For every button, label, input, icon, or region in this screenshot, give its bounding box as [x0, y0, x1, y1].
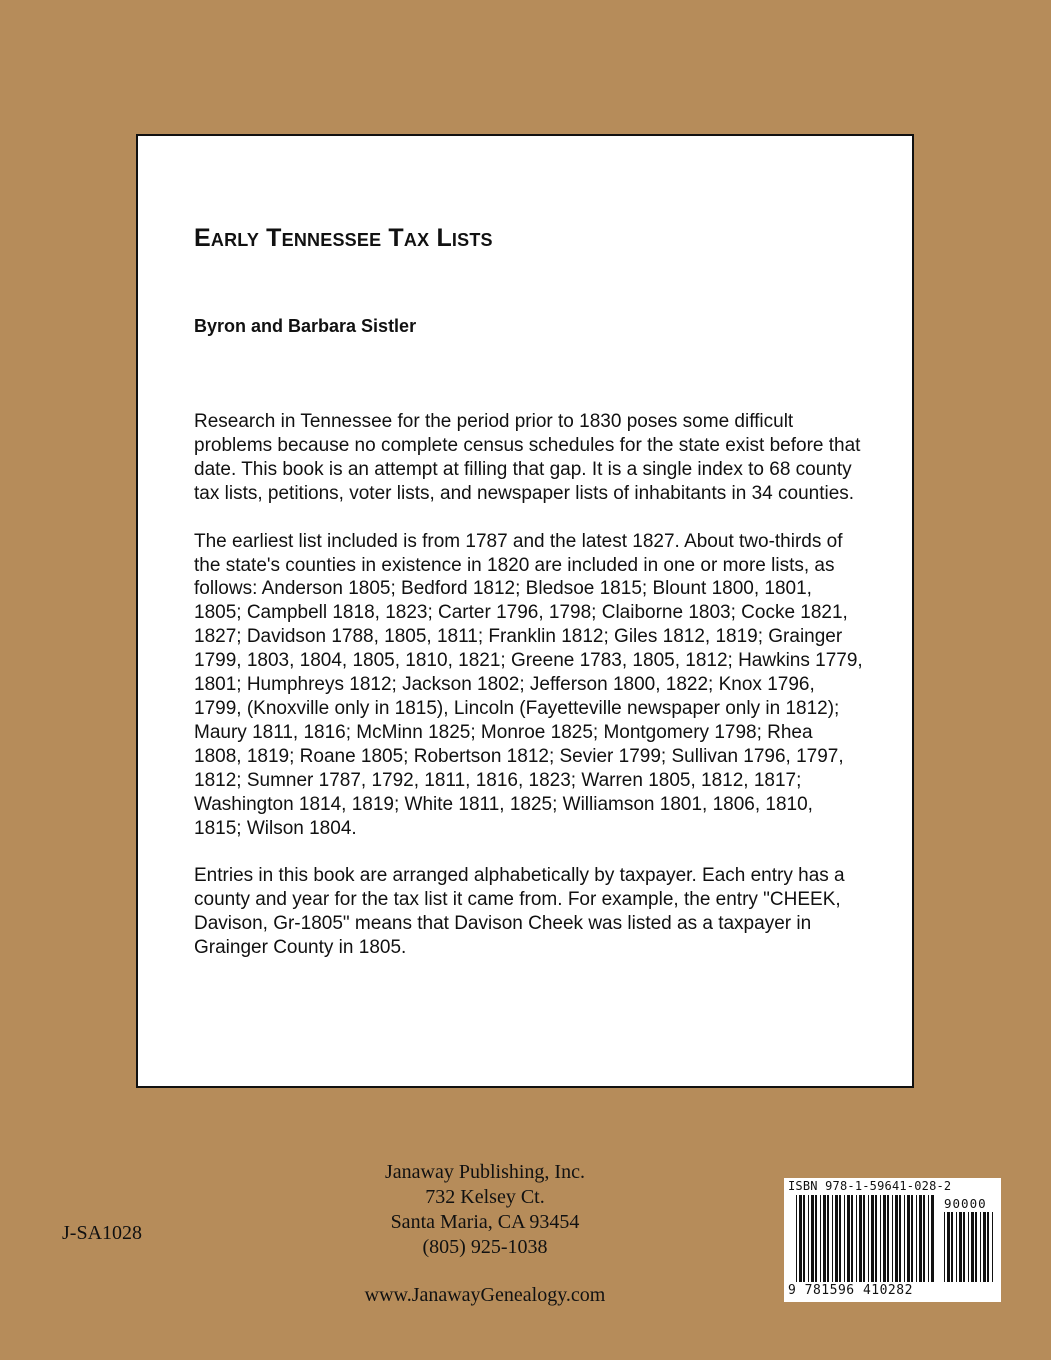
- isbn-label: ISBN 978-1-59641-028-2: [788, 1179, 952, 1193]
- barcode-digits: 9 781596 410282: [788, 1283, 913, 1298]
- barcode-bar: [820, 1195, 821, 1282]
- barcode-bar: [859, 1195, 862, 1282]
- barcode-bar: [904, 1195, 905, 1282]
- barcode-bar: [916, 1195, 917, 1282]
- barcode-bar: [808, 1195, 809, 1282]
- barcode-bar: [963, 1212, 965, 1282]
- barcode-bar: [835, 1195, 838, 1282]
- publisher-website: www.JanawayGenealogy.com: [364, 1284, 606, 1306]
- description-paragraph: Entries in this book are arranged alphabetically by taxpayer. Each entry has a county and year for the tax list it came from. For example, the entry "CHEEK, Davison, Gr-1805" means that Davison Cheek was listed as a taxpayer in Grainger County in 1805.: [194, 865, 845, 959]
- barcode-bar: [796, 1195, 797, 1282]
- barcode-bar: [827, 1195, 829, 1282]
- description-paragraph: The earliest list included is from 1787 and the latest 1827. About two-thirds of the state's counties in existence in 1820 are included in one or more lists, as follows: Anderson 1805; Bedford 1812; Bledsoe 1815; Blount 1800, 1801, 1805; Campbell 1818, 1823; Carter 1796, 1798; Claiborne 1803; Cocke 1821, 1827; Davidson 1788, 1805, 1811; Franklin 1812; Giles 1812, 1819; Grainger 1799, 1803, 1804, 1805, 1810, 1821; Greene 1783, 1805, 1812; Hawkins 1779, 1801; Humphreys 1812; Jackson 1802; Jefferson 1800, 1822; Knox 1796, 1799, (Knoxville only in 1815), Lincoln (Fayetteville newspaper only in 1812); Maury 1811, 1816; McMinn 1825; Monroe 1825; Montgomery 1798; Rhea 1808, 1819; Roane 1805; Robertson 1812; Sevier 1799; Sullivan 1796, 1797, 1812; Sumner 1787, 1792, 1811, 1816, 1823; Warren 1805, 1812, 1817; Washington 1814, 1819; White 1811, 1825; Williamson 1801, 1806, 1810, 1815; Wilson 1804.: [194, 530, 863, 839]
- barcode-bar: [947, 1212, 950, 1282]
- barcode-bar: [832, 1195, 833, 1282]
- publisher-block: [300, 1160, 670, 1260]
- barcode-bar: [911, 1195, 913, 1282]
- barcode-bar: [844, 1195, 845, 1282]
- barcode-bar: [839, 1195, 841, 1282]
- barcode-bar: [956, 1212, 957, 1282]
- barcode-bar: [875, 1195, 877, 1282]
- barcode-bar: [980, 1212, 981, 1282]
- barcode-bar: [923, 1195, 925, 1282]
- description-paragraph: Research in Tennessee for the period prior to 1830 poses some difficult problems because no complete census schedules for the state exist before that date. This book is an attempt at filling that gap. It is a single index to 68 county tax lists, petitions, voter lists, and newspaper lists of inhabitants in 34 counties.: [194, 411, 861, 504]
- barcode-bar: [899, 1195, 901, 1282]
- barcode-bar: [799, 1195, 802, 1282]
- description-panel: [136, 134, 914, 1088]
- book-description: [194, 410, 864, 984]
- book-title: Early Tennessee Tax Lists: [194, 224, 493, 252]
- barcode-bar: [895, 1195, 898, 1282]
- barcode-bar: [883, 1195, 886, 1282]
- barcode-bar: [815, 1195, 817, 1282]
- book-authors: Byron and Barbara Sistler: [194, 316, 417, 336]
- barcode-bar: [987, 1212, 989, 1282]
- barcode-bar: [971, 1212, 974, 1282]
- barcode-bar: [983, 1212, 986, 1282]
- barcode-bar: [803, 1195, 805, 1282]
- barcode-bar: [951, 1212, 953, 1282]
- publisher-name: Janaway Publishing, Inc.: [385, 1161, 585, 1183]
- barcode-bar: [919, 1195, 922, 1282]
- publisher-phone: (805) 925-1038: [422, 1236, 548, 1258]
- barcode-bar: [892, 1195, 893, 1282]
- barcode-addon-number: 90000: [944, 1196, 987, 1211]
- barcode-bar: [931, 1195, 934, 1282]
- isbn-barcode: [784, 1178, 1001, 1302]
- barcode-bar: [811, 1195, 814, 1282]
- catalog-code: J-SA1028: [62, 1222, 143, 1244]
- barcode-bar: [871, 1195, 874, 1282]
- barcode-bar: [856, 1195, 857, 1282]
- barcode-bar: [880, 1195, 881, 1282]
- barcode-bar: [928, 1195, 929, 1282]
- barcode-bar: [847, 1195, 850, 1282]
- barcode-bar: [823, 1195, 826, 1282]
- barcode-bar: [975, 1212, 977, 1282]
- barcode-bar: [863, 1195, 865, 1282]
- barcode-bar: [887, 1195, 889, 1282]
- barcode-bar: [968, 1212, 969, 1282]
- barcode-bar: [992, 1212, 993, 1282]
- barcode-bar: [944, 1212, 945, 1282]
- publisher-street: 732 Kelsey Ct.: [425, 1186, 545, 1208]
- publisher-city: Santa Maria, CA 93454: [390, 1211, 580, 1233]
- barcode-bar: [868, 1195, 869, 1282]
- barcode-bar: [851, 1195, 853, 1282]
- barcode-bar: [907, 1195, 910, 1282]
- barcode-bar: [959, 1212, 962, 1282]
